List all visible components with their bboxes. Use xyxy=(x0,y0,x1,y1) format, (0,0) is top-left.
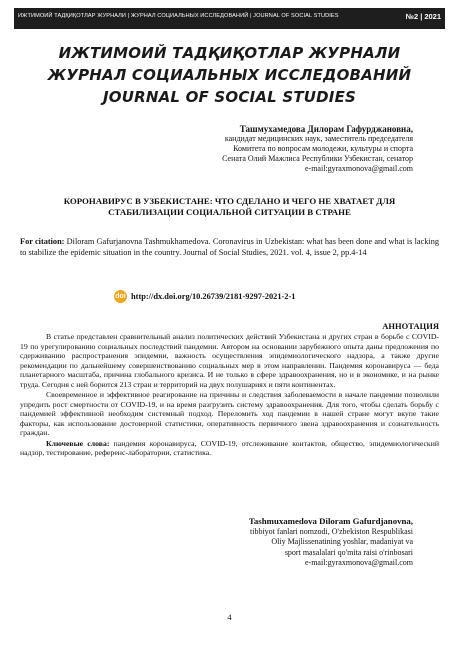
issue-year: 2021 xyxy=(424,12,441,21)
journal-title-en: JOURNAL OF SOCIAL STUDIES xyxy=(102,88,357,106)
author-email-ru[interactable]: e-mail:gyraxmonova@gmail.com xyxy=(304,164,413,173)
citation-label: For citation: xyxy=(20,237,65,246)
doi-line xyxy=(114,289,295,303)
journal-title-ru: ЖУРНАЛ СОЦИАЛЬНЫХ ИССЛЕДОВАНИЙ xyxy=(47,66,412,84)
author-position-uz: Oliy Majlissenatining yoshlar, madaniyat va xyxy=(271,537,413,546)
author-name-uz: Tashmuxamedova Diloram Gafurdjanovna, xyxy=(248,516,413,526)
issue-number: №2 xyxy=(405,12,419,21)
author-email-uz[interactable]: e-mail:gyraxmonova@gmail.com xyxy=(304,558,413,567)
journal-header-bar xyxy=(14,8,445,29)
issue-label: №2 | 2021 xyxy=(405,12,441,21)
citation-text: Diloram Gafurjanovna Tashmukhamedova. Coronavirus in Uzbekistan: what has been done and what is lacking to stabilize the epidemic situation in the country. Journal of Social Studies, 2021. vol. 4, issue 2, pp.4-14 xyxy=(20,237,439,257)
article-title-line: СТАБИЛИЗАЦИИ СОЦИАЛЬНОЙ СИТУАЦИИ В СТРАНЕ xyxy=(108,207,351,217)
journal-names-header: ИЖТИМОИЙ ТАДҚИҚОТЛАР ЖУРНАЛИ | ЖУРНАЛ СОЦИАЛЬНЫХ ИССЛЕДОВАНИЙ | JOURNAL OF SOCIAL STUDIES xyxy=(18,13,339,19)
journal-title-uz: ИЖТИМОИЙ ТАДҚИҚОТЛАР ЖУРНАЛИ xyxy=(58,44,401,62)
doi-icon: doi xyxy=(114,290,127,303)
author-affiliation-ru: Сената Олий Мажлиса Республики Узбекистан, сенатор xyxy=(222,154,413,163)
abstract-paragraph: В статье представлен сравнительный анализ политических действий Узбекистана и других стран в борьбе с COVID-19 по урегулированию социальных последствий пандемии. Автором на основании зарубежного опыта даны предложения по сдерживанию распространения эпидемии, важность осуществления эпидемиологического надзора, а также другие рекомендации по дальнейшему совершенствованию социальных мер в этом направлении. Пандемия коронавируса — беда планетарного масштаба, причина глобального кризиса. И не только в сфере здравоохранения, но и в экономике, и на рынке труда. Сегодня с ней борются 213 стран и территорий на двух полушариях и пяти континентах. xyxy=(20,332,439,389)
author-info-uz xyxy=(249,516,413,569)
author-position-ru: Комитета по вопросам молодежи, культуры и спорта xyxy=(233,144,413,153)
author-info-ru xyxy=(222,124,413,174)
article-title-line: КОРОНАВИРУС В УЗБЕКИСТАНЕ: ЧТО СДЕЛАНО И ЧЕГО НЕ ХВАТАЕТ ДЛЯ xyxy=(63,196,396,206)
abstract-heading: АННОТАЦИЯ xyxy=(382,321,439,331)
keywords xyxy=(20,439,439,458)
citation-block xyxy=(20,236,439,258)
abstract-body xyxy=(20,332,439,458)
author-name-ru: Ташмухамедова Дилорам Гафурджановна, xyxy=(239,124,413,134)
keywords-label: Ключевые слова: xyxy=(46,438,110,448)
page-number: 4 xyxy=(227,612,232,622)
keywords-text: пандемия коронавируса, COVID-19, отслеживание контактов, общество, эпидемиологический надзор, тестирование, референс-лаборатории, статистика. xyxy=(20,438,439,458)
abstract-paragraph: Своевременное и эффективное реагирование на причины и следствия заболеваемости в начале пандемии позволили упредить рост смертности от COVID-19, и на время разгрузить систему здравоохранения. Для того, чтобы сделать борьбу с пандемией эффективной необходим системный подход. Переломить ход пандемии в нашей стране могут вкупе такие факторы, как использование достоверной статистики, оперативность первичного звена здравоохранения и сознательность граждан. xyxy=(20,390,439,438)
doi-link[interactable]: http://dx.doi.org/10.26739/2181-9297-2021-2-1 xyxy=(131,291,296,301)
author-degree-ru: кандидат медицинских наук, заместитель председателя xyxy=(224,134,413,143)
author-degree-uz: tibbiyot fanlari nomzodi, O'zbekiston Respublikasi xyxy=(250,526,413,536)
article-title xyxy=(20,196,439,218)
author-affiliation-uz: sport masalalari qo'mita raisi o'rinbosari xyxy=(284,547,413,557)
journal-titles xyxy=(0,42,459,108)
